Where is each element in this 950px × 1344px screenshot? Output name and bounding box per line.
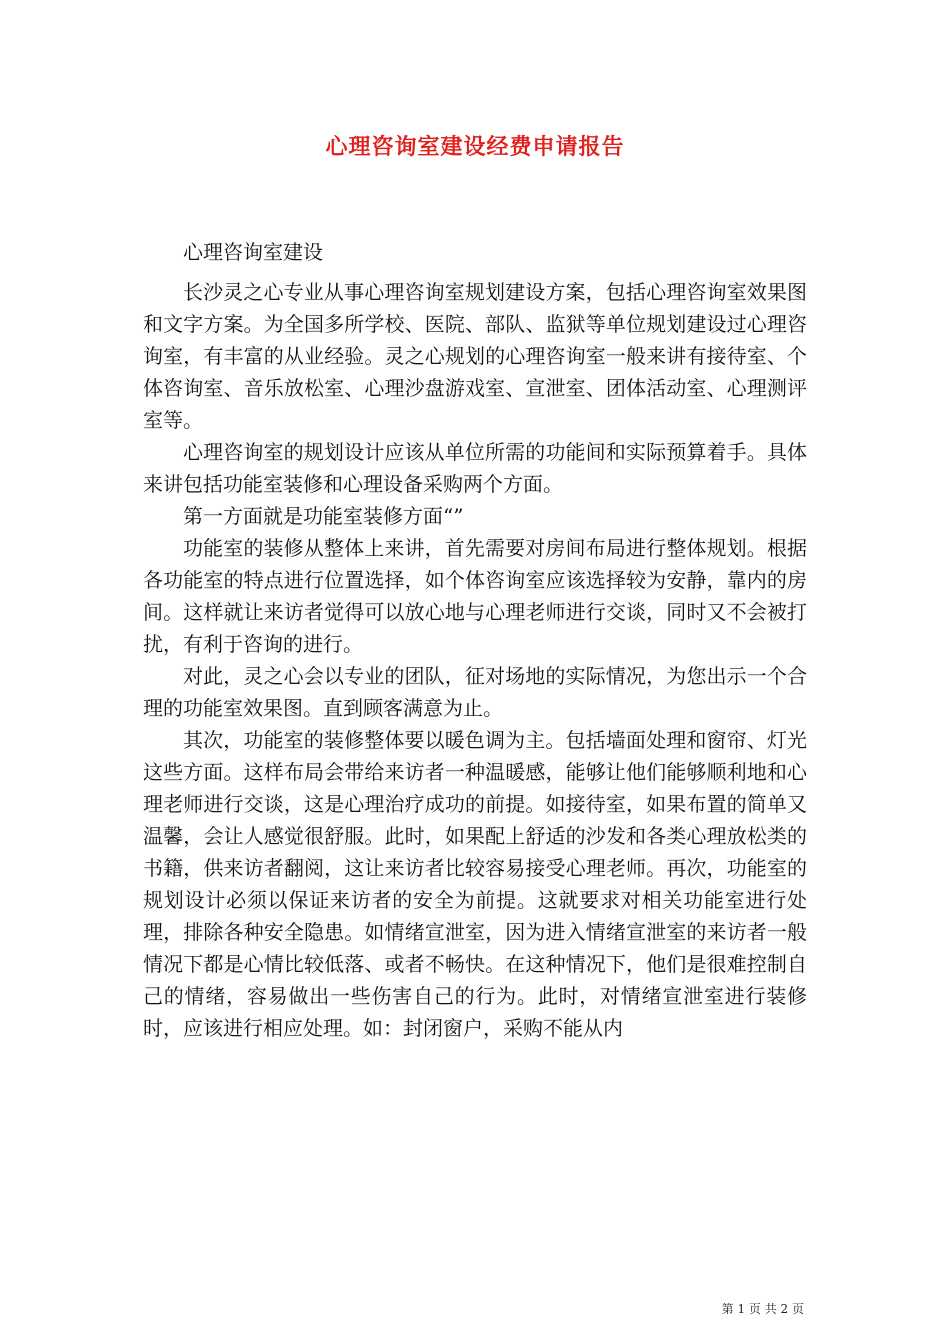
document-title: 心理咨询室建设经费申请报告 — [325, 134, 625, 160]
page-number-footer: 第 1 页 共 2 页 — [721, 1302, 804, 1316]
paragraph-3: 第一方面就是功能室装修方面“” — [183, 504, 464, 528]
paragraph-5: 对此，灵之心会以专业的团队，征对场地的实际情况，为您出示一个合理的功能室效果图。直到顾客满意为止。 — [143, 664, 807, 720]
paragraph-2: 心理咨询室的规划设计应该从单位所需的功能间和实际预算着手。具体来讲包括功能室装修和心理设备采购两个方面。 — [143, 440, 807, 496]
document-body — [143, 236, 807, 1044]
section-heading: 心理咨询室建设 — [183, 240, 323, 264]
paragraph-4: 功能室的装修从整体上来讲，首先需要对房间布局进行整体规划。根据各功能室的特点进行位置选择，如个体咨询室应该选择较为安静，靠内的房间。这样就让来访者觉得可以放心地与心理老师进行交谈，同时又不会被打扰，有利于咨询的进行。 — [143, 536, 807, 656]
paragraph-1: 长沙灵之心专业从事心理咨询室规划建设方案，包括心理咨询室效果图和文字方案。为全国多所学校、医院、部队、监狱等单位规划建设过心理咨询室，有丰富的从业经验。灵之心规划的心理咨询室一般来讲有接待室、个体咨询室、音乐放松室、心理沙盘游戏室、宣泄室、团体活动室、心理测评室等。 — [143, 280, 807, 432]
paragraph-6: 其次，功能室的装修整体要以暖色调为主。包括墙面处理和窗帘、灯光这些方面。这样布局会带给来访者一种温暖感，能够让他们能够顺利地和心理老师进行交谈，这是心理治疗成功的前提。如接待室，如果布置的简单又温馨，会让人感觉很舒服。此时，如果配上舒适的沙发和各类心理放松类的书籍，供来访者翻阅，这让来访者比较容易接受心理老师。再次，功能室的规划设计必须以保证来访者的安全为前提。这就要求对相关功能室进行处理，排除各种安全隐患。如情绪宣泄室，因为进入情绪宣泄室的来访者一般情况下都是心情比较低落、或者不畅快。在这种情况下，他们是很难控制自己的情绪，容易做出一些伤害自己的行为。此时，对情绪宣泄室进行装修时，应该进行相应处理。如：封闭窗户，采购不能从内 — [143, 728, 807, 1040]
